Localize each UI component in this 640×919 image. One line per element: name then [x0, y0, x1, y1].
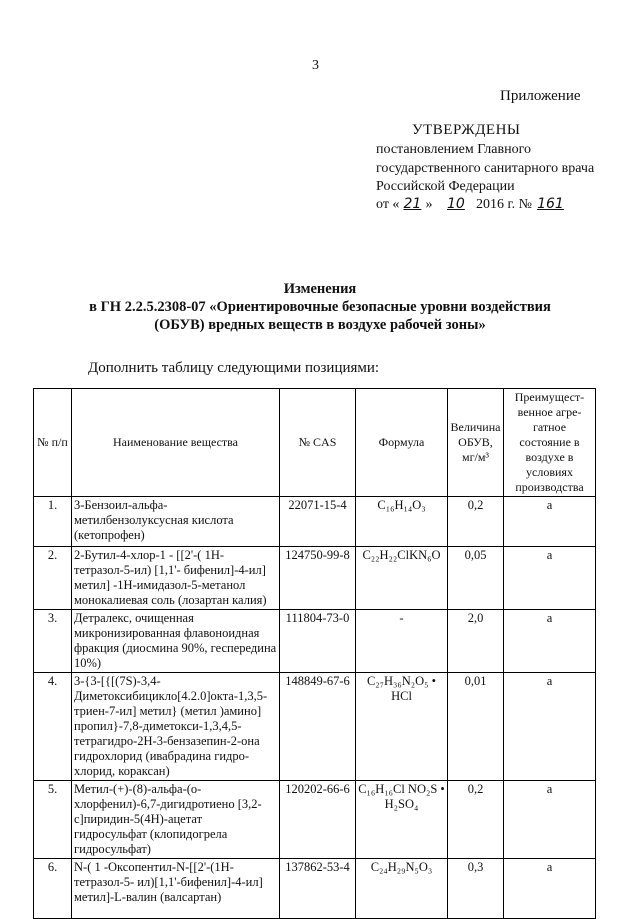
formula: C₁₆H₁₆Cl NO₂S • H₂SO₄: [356, 781, 448, 859]
date-year: 2016 г. №: [475, 197, 532, 212]
obuv-value: 0,2: [448, 781, 504, 859]
page-number: 3: [312, 58, 319, 73]
document-title-line3: (ОБУВ) вредных веществ в воздухе рабочей зоны»: [154, 317, 486, 333]
date-prefix: от «: [376, 197, 400, 212]
row-number: 3.: [34, 610, 72, 673]
approval-basis: постановлением Главного государственного санитарного врача Российской Федерации: [376, 142, 595, 194]
col-header-formula: Формула: [356, 389, 448, 497]
cas-number: 148849-67-6: [280, 673, 356, 781]
substance-name: 2-Бутил-4-хлор-1 - [[2'-( 1Н-тетразол-5-ил) [1,1'- бифенил]-4-ил] метил] -1Н-имидазол-5-метанол монокалиевая соль (лозартан калия): [72, 547, 280, 610]
table-row: [34, 673, 596, 781]
row-number: 2.: [34, 547, 72, 610]
formula: C₂₂H₂₂ClKN₆O: [356, 547, 448, 610]
substance-name: Метил-(+)-(8)-альфа-(о-хлорфенил)-6,7-дигидротиено [3,2-с]пиридин-5(4Н)-ацетат гидросульфат (клопидогрела гидросульфат): [72, 781, 280, 859]
formula: C₂₄H₂₉N₅O₃: [356, 859, 448, 919]
col-header-name: Наименование вещества: [72, 389, 280, 497]
table-row: [34, 859, 596, 919]
aggregate-state: а: [504, 497, 596, 547]
table-row: [34, 497, 596, 547]
obuv-value: 0,01: [448, 673, 504, 781]
col-header-cas: № CAS: [280, 389, 356, 497]
obuv-value: 0,3: [448, 859, 504, 919]
table-row: [34, 781, 596, 859]
row-number: 6.: [34, 859, 72, 919]
table-row: [34, 610, 596, 673]
appendix-label: Приложение: [500, 88, 581, 104]
aggregate-state: а: [504, 610, 596, 673]
row-number: 1.: [34, 497, 72, 547]
substance-name: Детралекс, очищенная микронизированная флавоноидная фракция (диосмина 90%, геспередина 10%): [72, 610, 280, 673]
approval-date-line: [376, 196, 565, 213]
substance-name: 3-{3-[{[(7S)-3,4-Диметоксибицикло[4.2.0]окта-1,3,5-триен-7-ил] метил} (метил )амино] пропил}-7,8-диметокси-1,3,4,5-тетрагидро-2Н-3-бензазепин-2-она гидрохлорид (ивабрадина гидро-хлорид, кораксан): [72, 673, 280, 781]
approved-heading: УТВЕРЖДЕНЫ: [412, 122, 521, 138]
table-row: [34, 547, 596, 610]
obuv-value: 0,2: [448, 497, 504, 547]
date-number: 161: [537, 196, 564, 212]
document-title-line2: в ГН 2.2.5.2308-07 «Ориентировочные безопасные уровни воздействия: [89, 299, 551, 315]
cas-number: 137862-53-4: [280, 859, 356, 919]
col-header-value: Величина ОБУВ, мг/м³: [448, 389, 504, 497]
document-title-line1: Изменения: [283, 281, 357, 297]
col-header-state: Преимущест-венное агре-гатное состояние в воздухе в условиях производства: [504, 389, 596, 497]
cas-number: 111804-73-0: [280, 610, 356, 673]
row-number: 4.: [34, 673, 72, 781]
substances-table: [33, 388, 596, 919]
date-day: 21: [403, 196, 422, 212]
date-month: 10: [447, 196, 465, 212]
aggregate-state: а: [504, 547, 596, 610]
aggregate-state: а: [504, 859, 596, 919]
date-mid: »: [425, 197, 433, 212]
row-number: 5.: [34, 781, 72, 859]
formula: -: [356, 610, 448, 673]
col-header-number: № п/п: [34, 389, 72, 497]
formula: C₂₇H₃₆N₂O₅ • HCl: [356, 673, 448, 781]
intro-text: Дополнить таблицу следующими позициями:: [88, 360, 380, 376]
obuv-value: 0,05: [448, 547, 504, 610]
obuv-value: 2,0: [448, 610, 504, 673]
aggregate-state: а: [504, 673, 596, 781]
substance-name: N-( 1 -Оксопентил-N-[[2'-(1Н-тетразол-5- ил)[1,1'-бифенил]-4-ил] метил]-L-валин (валсартан): [72, 859, 280, 919]
formula: C₁₆H₁₄O₃: [356, 497, 448, 547]
aggregate-state: а: [504, 781, 596, 859]
substance-name: 3-Бензоил-альфа-метилбензолуксусная кислота (кетопрофен): [72, 497, 280, 547]
cas-number: 22071-15-4: [280, 497, 356, 547]
cas-number: 124750-99-8: [280, 547, 356, 610]
cas-number: 120202-66-6: [280, 781, 356, 859]
